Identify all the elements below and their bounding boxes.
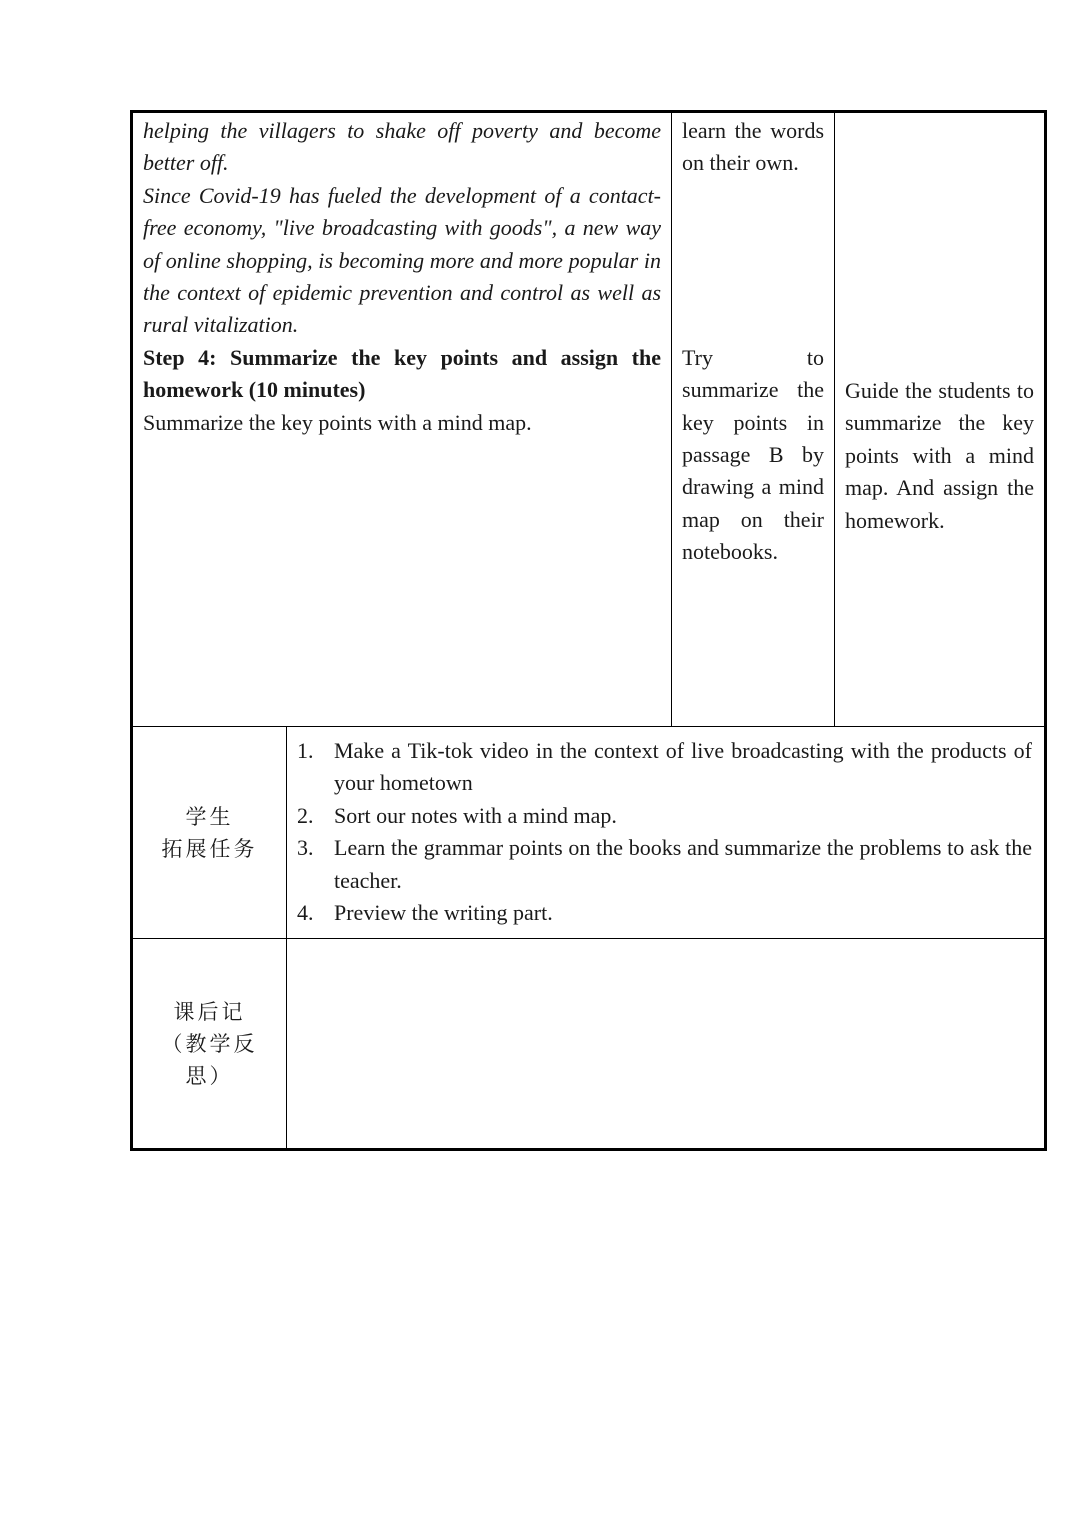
task-number: 3. [297,835,314,861]
task-number: 2. [297,802,314,828]
extension-label-cell [132,727,287,939]
step-italic-text-2: Since Covid-19 has fueled the development of a contact-free economy, "live broadcasting with goods", a new way of online shopping, is becoming more and more popular in the context of epidemic prevention and control as well as rural vitalization. [143,182,662,338]
student-activity-cell [672,112,835,727]
step-4-text: Summarize the key points with a mind map. [143,409,532,435]
student-activity-text-1: learn the words on their own. [682,118,825,176]
task-number: 1. [297,738,314,763]
task-text: Sort our notes with a mind map. [334,802,617,828]
task-item [297,800,1032,832]
reflection-content [287,939,1044,941]
reflection-row [132,939,1046,1150]
reflection-label-cell [132,939,287,1150]
task-item [297,897,1032,929]
task-text: Preview the writing part. [334,900,553,926]
task-item [297,832,1032,897]
reflection-label: 课后记 （教学反 思） [161,999,258,1088]
task-text: Make a Tik-tok video in the context of live broadcasting with the products of your hometown [334,738,1033,796]
reflection-content-cell [287,939,1046,1150]
step-row [132,112,1046,727]
teacher-activity-cell [835,112,1046,727]
step-content-cell [132,112,672,727]
student-activity-text-2: Try to summarize the key points in passage B by drawing a mind map on their notebooks. [682,344,825,565]
task-item [297,735,1032,800]
step-4-heading: Step 4: Summarize the key points and assign the homework (10 minutes) [143,344,662,403]
step-italic-text-1: helping the villagers to shake off poverty and become better off. [143,118,662,176]
extension-row [132,727,1046,939]
extension-label: 学生 拓展任务 [161,804,258,861]
extension-tasks-cell [287,727,1046,939]
teacher-activity-text: Guide the students to summarize the key points with a mind map. And assign the homework. [845,378,1035,533]
lesson-plan-table [130,110,1047,1151]
extension-task-list [287,727,1044,929]
task-number: 4. [297,900,314,926]
task-text: Learn the grammar points on the books and summarize the problems to ask the teacher. [334,835,1033,893]
